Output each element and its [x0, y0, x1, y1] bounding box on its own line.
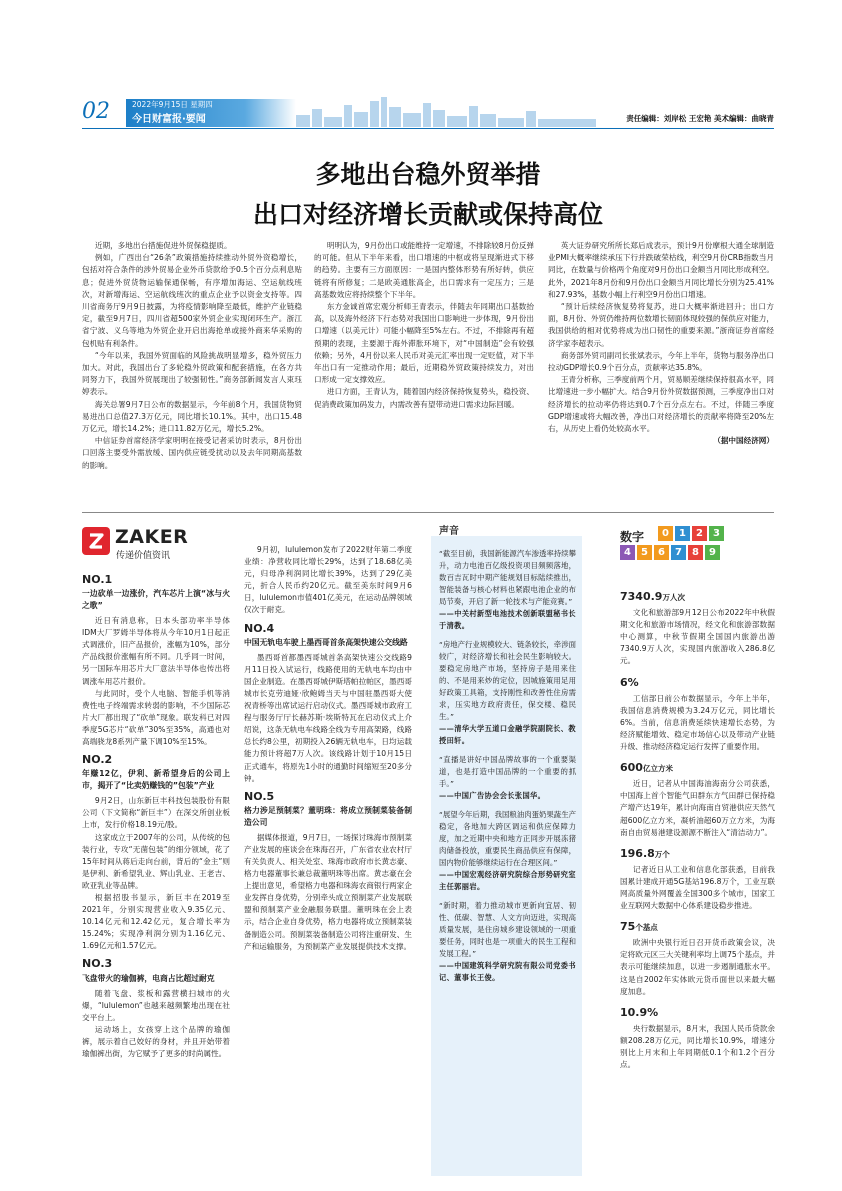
news-number: NO.1: [82, 573, 113, 586]
digit-tile: 4: [620, 545, 635, 560]
digit-tile: 2: [692, 526, 707, 541]
voice-quote: [439, 809, 576, 893]
stat-figure: 6%: [620, 675, 639, 689]
stat-figure: 7340.9万人次: [620, 590, 685, 603]
voice-quote: [439, 900, 576, 984]
zaker-wordmark: ZAKER: [115, 526, 189, 548]
news-title: 一边砍单一边涨价，汽车芯片上演“冰与火之歌”: [82, 589, 230, 611]
news-column-2: [244, 544, 412, 953]
digit-tile: 3: [709, 526, 724, 541]
stat-text: 文化和旅游部9月12日公布2022年中秋假期文化和旅游市场情况，经文化和旅游部数据中心测算，中秋节假期全国国内旅游出游7340.9万人次，实现国内旅游收入286.8亿元。: [620, 608, 775, 666]
quote-attribution: ——清华大学五道口金融学院副院长、教授田轩。: [439, 724, 576, 745]
digits-header: [620, 526, 780, 562]
stat-text: 央行数据显示，8月末，我国人民币贷款余额208.28万亿元，同比增长10.9%，增速分别比上月末和上年同期低0.1个和1.2个百分点。: [620, 1023, 775, 1070]
section-divider: [82, 512, 774, 513]
voice-quote: [439, 754, 576, 802]
voice-quote: [439, 639, 576, 747]
article-column-1: [82, 240, 302, 472]
quote-text: “展望今年后期，我国粮油肉蛋奶果蔬生产稳定，各地加大跨区调运和供应保障力度，加之近期中央和地方正同步开展冻猪肉储备投放，重要民生商品供应有保障，国内物价能够继续运行在合理区间。”: [439, 810, 576, 867]
digit-tile: 5: [637, 545, 652, 560]
news-title: 飞盘带火的瑜伽裤，电商占比超过耐克: [82, 973, 215, 983]
masthead: [82, 97, 774, 130]
news-number: NO.5: [244, 789, 275, 803]
digit-tile: 8: [688, 545, 703, 560]
article-paragraph: “预计后续经济恢复势将复苏，进口大概率渐进回升；出口方面，8月份、外贸仍维持两位数增长韧面体现较强的保供应对能力，我国供给的相对优势将成为出口韧性的重要来源。”浙商证券首席经济学家李超表示。: [548, 302, 774, 348]
news-paragraph: 9月初，lululemon发布了2022财年第二季度业绩：净营收同比增长29%，达到了18.68亿美元，归母净利润同比增长39%，达到了29亿美元，折合人民币约20亿元。截至美东时间9月6日，lululemon市值401亿美元，在运动品牌领域仅次于耐克。: [244, 545, 412, 615]
issue-date: 2022年9月15日 星期四: [132, 100, 213, 109]
headline-line-2: 出口对经济增长贡献或保持高位: [252, 200, 603, 229]
editor-credits: 责任编辑：刘岸松 王宏艳 美术编辑：曲晓青: [626, 114, 774, 123]
page-number: 02: [82, 99, 110, 124]
news-paragraph: 这家成立于2007年的公司，从传统的包装行业，专攻“无菌包装”的细分领域，花了15年时间从蒋后走向台前，背后的“金主”则是伊利、新希望乳业、辉山乳业、王老吉、欧亚乳业等品牌。: [82, 832, 230, 890]
stat-figure: 196.8万个: [620, 846, 670, 860]
zaker-logo: [82, 527, 232, 559]
news-number: NO.2: [82, 753, 113, 767]
article-paragraph: 王青分析称，三季度前两个月，贸易顺差继续保持很高水平，同比增速进一步小幅扩大。结合9月份外贸数据预测，三季度净出口对经济增长的拉动率仍将达到0.7个百分点左右。不过，伴随三季度GDP增速或将大幅改善，净出口对经济增长的贡献率将降至20%左右，从历史上看仍处较高水平。: [548, 375, 774, 434]
news-column-1: [82, 568, 230, 1060]
news-paragraph: 墨西哥首都墨西哥城首条高架快速公交线路9月11日投入试运行，线路使用的无轨电车均由中国企业制造。在墨西哥城伊斯塔帕拉帕区，墨西哥城市长克劳迪娅·欣鲍姆当天与中国驻墨西哥大使祝青桥等出席试运行启动仪式。墨西哥城市政府工程与服务厅厅长赫苏斯·埃斯特瓦在启动仪式上介绍说，这条无轨电车线路全线为专用高架路，线路总长约8公里，初期投入26辆无轨电车，日均运载能力预计将超7万人次。该线路计划于10月15日正式通车，将原先1小时的通勤时间缩短至20多分钟。: [244, 652, 412, 783]
digit-tile: 7: [671, 545, 686, 560]
news-paragraph: 随着飞盘、浆板和露营横扫城市的火爆，“lululemon”也越来越频繁地出现在社交平台上。: [82, 988, 230, 1022]
news-paragraph: 近日有消息称，日本头部功率半导体IDM大厂罗姆半导体将从今年10月1日起正式调涨价，旧产品报价，涨幅为10%，部分产品线报价涨幅有所不同。几乎同一时间，另一国际车用芯片大厂意法半导体也传出将调涨车用芯片报价。: [82, 616, 230, 686]
article-paragraph: 英大证券研究所所长郑后成表示，预计9月份摩根大通全球制造业PMI大概率继续承压下行并跌破荣枯线，利空9月份CRB指数当月同比，在数量与价格两个角度对9月份出口金额当月同比形成利空。此外，2021年8月份和9月份出口金额当月同比增长分别为25.41%和27.93%，基数小幅上行利空9月份出口增速。: [548, 241, 774, 299]
article-paragraph: 商务部外贸司副司长张斌表示，今年上半年，货物与服务净出口拉动GDP增长0.9个百分点，贡献率达35.8%。: [548, 350, 774, 373]
news-number: NO.4: [244, 621, 275, 635]
news-paragraph: 运动场上，女孩穿上这个品牌的瑜伽裤，展示着自己姣好的身材，并且开始带着瑜伽裤出街，为它赋予了更多的时尚属性。: [82, 1024, 230, 1058]
news-paragraph: 9月2日，山东新巨丰科技包装股份有限公司（下文简称“新巨丰”）在深交所创业板上市，发行价格18.19元/股。: [82, 796, 230, 830]
article-paragraph: 明明认为，9月份出口或能维持一定增速，不排除较8月份反弹的可能。但从下半年来看，出口增速的中枢或将呈现渐进式下移的趋势。主要有三方面原因：一是国内整体形势有所好转，供应链将有所修复；二是欧美通胀高企，出口需求有一定压力；三是高基数效应将持续整个下半年。: [314, 241, 535, 299]
digit-tile: 0: [658, 526, 673, 541]
news-title: 年赚12亿，伊利、新希望身后的公司上市，揭开了“比卖奶赚钱的”包装”产业: [82, 769, 230, 791]
stat-figure: 75个基点: [620, 920, 658, 934]
stat-text: 记者近日从工业和信息化部获悉，目前我国累计建成开通5G基站196.8万个，工业互联网高质量外网覆盖全国300多个城市，国家工业互联网大数据中心体系建设稳步推进。: [620, 864, 775, 911]
quote-text: “房地产行业规模较大、链条较长，牵涉面较广，对经济增长和社会民生影响较大。要稳定房地产市场，坚持房子是用来住的、不是用来炒的定位，因城施策用足用好政策工具箱，支持刚性和改善性住房需求，压实地方政府责任，保交楼、稳民生。”: [439, 640, 576, 721]
stat-figure: 10.9%: [620, 1005, 659, 1019]
headline-line-1: 多地出台稳外贸举措: [315, 160, 541, 189]
skyline-illustration: [296, 97, 596, 127]
voice-quote: [439, 548, 576, 632]
quote-text: “新时期，着力推动城市更新向宜居、韧性、低碳、智慧、人文方向迈进，实现高质量发展，是住房城乡建设领域的一项重要任务，同时也是一项重大的民生工程和发展工程。”: [439, 901, 576, 958]
news-title: 格力涉足预制菜？董明珠：将成立预制菜装备制造公司: [244, 805, 412, 827]
main-headline: [82, 155, 774, 235]
zaker-slogan: 传递价值资讯: [116, 551, 171, 561]
quote-text: “直播是讲好中国品牌故事的一个重要渠道，也是打造中国品牌的一个重要的抓手。”: [439, 755, 576, 788]
digit-tile: 9: [705, 545, 720, 560]
article-paragraph: 近期，多地出台措施促进外贸保稳提质。: [94, 241, 232, 250]
header-rule: [82, 128, 774, 129]
paper-section: 今日财富报·要闻: [132, 114, 206, 125]
voices-panel: [431, 526, 582, 1176]
quote-text: “截至目前，我国新能源汽车渗透率持续攀升，动力电池百亿级投资项目频频落地，数百吉瓦时中期产能规划目标陆续推出，智能装备与核心材料也紧跟电池企业的布局节奏，开启了新一轮技术与产能竞赛。”: [439, 549, 576, 606]
digit-tile: 6: [654, 545, 669, 560]
news-paragraph: 与此同时，受个人电脑、智能手机等消费性电子终端需求转弱的影响，不少国际芯片大厂都出现了“砍单”现象。联发科已对四季度5G芯片“砍单”30%至35%，高通也对高端骁龙8系列产量下调10%至15%。: [82, 688, 230, 747]
news-title: 中国无轨电车驶上墨西哥首条高架快速公交线路: [244, 637, 408, 647]
quote-attribution: ——中国广告协会会长张国华。: [439, 791, 546, 800]
article-paragraph: 进口方面，王青认为，随着国内经济保持恢复势头，稳投资、促消费政策加码发力，内需改善有望带动进口需求边际回暖。: [314, 387, 534, 409]
zaker-z-icon: [82, 527, 110, 555]
stat-text: 近日，记者从中国海油海南分公司获悉，中国海上首个智能气田群东方气田群已保持稳产增产达19年，累计向海南自贸港供应天然气超600亿立方米，凝析油超60万立方米，为海南自由贸易港建设源源不断注入“清洁动力”。: [620, 779, 775, 837]
article-column-3: [548, 240, 774, 447]
article-paragraph: 中信证券首席经济学家明明在接受记者采访时表示，8月份出口回落主要受外需放缓、国内供应链受扰动以及去年同期高基数的影响。: [82, 436, 302, 470]
stat-figure: 600亿立方米: [620, 761, 673, 775]
article-column-2: [314, 240, 534, 411]
quote-attribution: ——中关村新型电池技术创新联盟秘书长于清教。: [439, 609, 576, 630]
digit-tile: 1: [675, 526, 690, 541]
voices-tag: 声音: [439, 526, 459, 537]
source-note: （据中国经济网）: [713, 436, 774, 446]
stat-text: 工信部日前公布数据显示，今年上半年，我国信息消费规模为3.24万亿元，同比增长6%。当前，信息消费延续快速增长态势，为经济赋能增效、稳定市场信心以及带动产业链升级、推动经济稳定运行发挥了重要作用。: [620, 693, 775, 752]
article-paragraph: 海关总署9月7日公布的数据显示，今年前8个月，我国货物贸易进出口总值27.3万亿元，同比增长10.1%。其中，出口15.48万亿元，增长14.2%；进口11.82万亿元，增长5.2%。: [82, 399, 302, 434]
quote-attribution: ——中国建筑科学研究院有限公司党委书记、董事长王俊。: [439, 961, 576, 982]
digits-column: [620, 582, 775, 1071]
news-paragraph: 据媒体报道，9月7日，一场探讨珠海市预制菜产业发展的座谈会在珠海召开，广东省农业农村厅有关负责人、相关处室、珠海市政府市长黄志豪、格力电器董事长兼总裁董明珠等出席。黄志豪在会上提出意见，希望格力电器和珠海农商银行两家企业发挥自身优势，分别牵头成立预制菜产业发展联盟和预制菜产业金融服务联盟。董明珠在会上表示，结合企业自身优势，格力电器将成立预制菜装备制造公司。预制菜装备制造公司将注重研发、生产和运输服务，为预制菜产业发展提供技术支撑。: [244, 832, 412, 951]
news-paragraph: 根据招股书显示，新巨丰在2019至2021年，分别实现营业收入9.35亿元、10.14亿元和12.42亿元，复合增长率为15.24%；实现净利润分别为1.16亿元、1.69亿元和1.57亿元。: [82, 892, 230, 951]
article-paragraph: “今年以来，我国外贸面临的风险挑战明显增多，稳外贸压力加大。对此，我国出台了多轮稳外贸政策和配套措施，在各方共同努力下，我国外贸展现出了较强韧性。”商务部新闻发言人束珏婷表示。: [82, 350, 302, 397]
digits-label: 数字: [620, 530, 645, 544]
stat-text: 欧洲中央银行近日召开货币政策会议，决定将欧元区三大关键利率均上调75个基点，并表示可能继续加息，以进一步遏制通胀水平。这是自2002年实体欧元货币面世以来最大幅度加息。: [620, 938, 775, 996]
article-paragraph: 例如，广西出台“26条”政策措施持续推动外贸外资稳增长，包括对符合条件的涉外贸易企业外币贷款给予0.5个百分点利息贴息；促进外贸货物运输保通保畅，有序增加海运、空运航线班次，对新增海运、空运航线班次的重点企业予以资金支持等。四川省商务厅9月9日披露，为将疫情影响降至最低，维护产业链稳定，截至9月7日，四川省超500家外贸企业实现闭环生产。浙江省宁波、义乌等地为外贸企业开启出海抢单或接外商来华采购的包机贴有利条件。: [82, 253, 302, 348]
quote-attribution: ——中国宏观经济研究院综合形势研究室主任郭丽岩。: [439, 870, 576, 891]
news-number: NO.3: [82, 957, 113, 971]
article-paragraph: 东方金诚首席宏观分析师王青表示，伴随去年同期出口基数抬高，以及海外经济下行态势对我国出口影响进一步体现，9月份出口增速（以美元计）可能小幅降至5%左右。不过，不排除再有超预期的表现，主要源于海外滞胀环境下，对“中国制造”会有较强依赖；另外，4月份以来人民币对美元汇率出现一定贬值，对下半年出口有一定推动作用；最后，近期稳外贸政策持续发力，对出口形成一定支撑效应。: [314, 302, 534, 385]
